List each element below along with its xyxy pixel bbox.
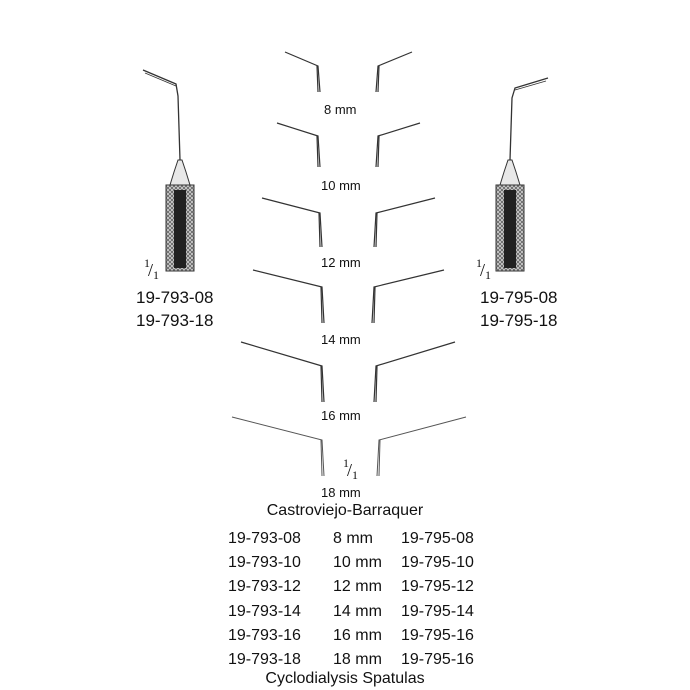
tip-pair-12mm [262, 198, 435, 247]
right-code-cell: 19-795-14 [401, 602, 474, 620]
size-cell: 12 mm [333, 578, 382, 596]
right-spatula-drawing [496, 78, 548, 271]
tip-size-label: 8 mm [324, 102, 357, 117]
tip-size-label: 16 mm [321, 408, 361, 423]
left-code-cell: 19-793-08 [228, 530, 301, 548]
tip-size-label: 14 mm [321, 332, 361, 347]
left-spatula-drawing [143, 70, 194, 271]
tip-pair-10mm [277, 123, 420, 167]
left-code-cell: 19-793-12 [228, 578, 301, 596]
right-code-cell: 19-795-16 [401, 651, 474, 669]
catalog-table [228, 527, 474, 672]
right-code-2: 19-795-18 [480, 311, 558, 330]
left-code-1: 19-793-08 [136, 288, 214, 307]
tip-pair-16mm [241, 342, 455, 402]
tip-pair-8mm [285, 52, 412, 92]
table-row [228, 600, 474, 624]
left-code-2: 19-793-18 [136, 311, 214, 330]
size-cell: 10 mm [333, 554, 382, 572]
size-cell: 16 mm [333, 626, 382, 644]
size-cell: 8 mm [333, 530, 373, 548]
table-row [228, 551, 474, 575]
right-code-cell: 19-795-08 [401, 530, 474, 548]
tip-size-label: 10 mm [321, 178, 361, 193]
left-code-cell: 19-793-10 [228, 554, 301, 572]
left-code-cell: 19-793-18 [228, 651, 301, 669]
size-cell: 14 mm [333, 602, 382, 620]
right-code-cell: 19-795-10 [401, 554, 474, 572]
product-heading: Castroviejo-Barraquer [266, 502, 424, 519]
right-code-cell: 19-795-16 [401, 626, 474, 644]
tip-pair-14mm [253, 270, 444, 323]
right-code-1: 19-795-08 [480, 288, 558, 307]
right-code-cell: 19-795-12 [401, 578, 474, 596]
table-row [228, 575, 474, 599]
size-cell: 18 mm [333, 651, 382, 669]
tip-size-label: 18 mm [321, 485, 361, 500]
left-code-cell: 19-793-14 [228, 602, 301, 620]
product-footer-title: Cyclodialysis Spatulas [265, 670, 425, 687]
tip-size-label: 12 mm [321, 255, 361, 270]
table-row [228, 648, 474, 672]
table-row [228, 624, 474, 648]
left-code-cell: 19-793-16 [228, 626, 301, 644]
table-row [228, 527, 474, 551]
